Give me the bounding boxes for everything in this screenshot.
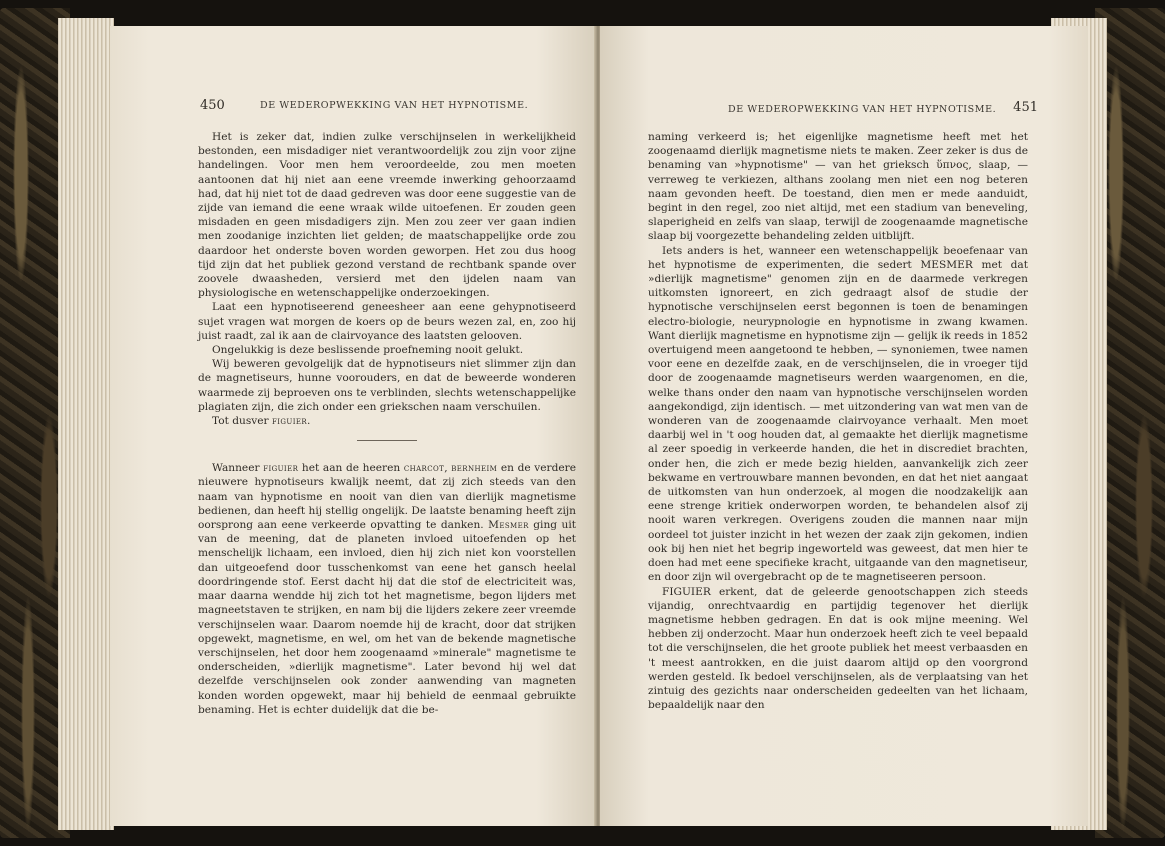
- name-charcot: charcot: [403, 462, 445, 475]
- running-head-left: DE WEDEROPWEKKING VAN HET HYPNOTISME.: [260, 100, 529, 111]
- paragraph: Ongelukkig is deze beslissende proefneming nooit gelukt.: [212, 344, 524, 357]
- signature-prefix: Tot dusver: [212, 415, 269, 428]
- paragraph: [198, 461, 576, 717]
- text-run: en de verdere nieuwere hypnotiseurs kwalijk neemt, dat zij zich steeds van den naam van hypnotisme en nooit van dien van dierlijk magnetisme bedienen, dan heeft hij stellig ongelijk. De laatste benaming heeft zijn oorsprong aan eene verkeerde opvatting te danken.: [198, 462, 576, 532]
- name-mesmer: Mesmer: [488, 519, 529, 532]
- paragraph: Wij beweren gevolgelijk dat de hypnotiseurs niet slimmer zijn dan de magnetiseurs, hunne voorouders, en dat de beweerde wonderen waarmede zij beproeven ons te verblinden, slechts wetenschappelijke plagiaten zijn, die zich onder een griekschen naam verschuilen.: [198, 358, 576, 413]
- section-divider: [357, 440, 417, 441]
- right-page: [600, 26, 1088, 826]
- signature-name: figuier.: [271, 415, 311, 428]
- page-number-left: 450: [200, 98, 225, 113]
- name-bernheim: bernheim: [451, 462, 498, 475]
- text-run: ,: [444, 462, 452, 475]
- paragraph: Iets anders is het, wanneer een wetenschappelijk beoefenaar van het hypnotisme de experimenten, die sedert MESMER met dat »dierlijk magnetisme" genomen zijn en de daarmede verkregen uitkomsten ignoreert, en zich gedraagt alsof de studie der hypnotische verschijnselen eerst begonnen is toen de benamingen electro-biologie, neurypnologie en hypnotisme in zwang kwamen. Want dierlijk magnetisme en hypnotisme zijn — gelijk ik reeds in 1852 overtuigend meen aangetoond te hebben, — synoniemen, twee namen voor eene en dezelfde zaak, en de verschijnselen, die in vroeger tijd door de zoogenaamde magnetiseurs werden waargenomen, en die, welke thans onder den naam van hypnotische verschijnselen worden aangekondigd, zijn identisch. — met uitzondering van wat men van de wonderen van de zoogenaamde clairvoyance verhaalt. Men moet daarbij wel in 't oog houden dat, al gemaakte het dierlijk magnetisme al zeer spoedig in verkeerde handen, die het in discrediet brachten, onder hen, die zich er mede bezig hielden, aanvankelijk zich zeer bekwame en vertrouwbare mannen bevonden, en dat het niet aangaat de uitkomsten van hun onderzoek, al mogen die noodzakelijk aan eene strenge kritiek onderworpen worden, te behandelen alsof zij nooit waren verkregen. Overigens zouden die mannen naar mijn oordeel tot juister inzicht in het wezen der zaak zijn gekomen, indien ook bij hen niet het begrip ingeworteld was geweest, dat men hier te doen had met eene specifieke kracht, uitgaande van den magnetiseur, en door zijn wil overgebracht op de te magnetiseeren persoon.: [648, 244, 1028, 584]
- right-page-text: [648, 130, 1028, 712]
- paragraph: FIGUIER erkent, dat de geleerde genootschappen zich steeds vijandig, onrechtvaardig en partijdig tegenover het dierlijk magnetisme hebben gedragen. En dat is ook mijne meening. Wel hebben zij onderzocht. Maar hun onderzoek heeft zich te veel bepaald tot die verschijnselen, die het groote publiek het meest verbaasden en 't meest aantrokken, en die juist daarom altijd op den voorgrond werden gesteld. Ik bedoel verschijnselen, als de verplaatsing van het zintuig des gezichts naar onderscheiden gedeelten van het lichaam, bepaaldelijk naar den: [648, 585, 1028, 712]
- text-run: ging uit van de meening, dat de planeten invloed uitoefenden op het menschelijk lichaam, een invloed, dien hij zich niet kon voorstellen dan uitgeoefend door tusschenkomst van eene het gansch heelal doordringende stof. Eerst dacht hij dat die stof de electriciteit was, maar daarna wendde hij zich tot het magnetisme, begon lijders met magneetstaven te strijken, en nam bij die lijders zekere zeer vreemde verschijnselen waar. Daarom noemde hij de kracht, door dat strijken opgewekt, magnetisme, en wel, om het van de bekende magnetische verschijnselen, het door hem zoogenaamd »minerale" magnetisme te onderscheiden, »dierlijk magnetisme". Later bevond hij wel dat dezelfde verschijnselen ook zonder aanwending van magneten konden worden opgewekt, maar hij behield de eenmaal gebruikte benaming. Het is echter duidelijk dat die be-: [198, 519, 576, 716]
- page-number-right: 451: [1013, 100, 1038, 115]
- paragraph: naming verkeerd is; het eigenlijke magnetisme heeft met het zoogenaamd dierlijk magnetisme niets te maken. Zeer zeker is dus de benaming van »hypnotisme" — van het grieksch ὕπνος, slaap, — verreweg te verkiezen, althans zoolang men niet een nog beteren naam gevonden heeft. De toestand, dien men er mede aanduidt, begint in den regel, zoo niet altijd, met een stadium van beneveling, slaperigheid en zelfs van slaap, terwijl de zoogenaamde magnetische slaap bij voorgezette behandeling zelden uitblijft.: [648, 131, 1028, 243]
- signature-line: [198, 414, 576, 428]
- paragraph: Het is zeker dat, indien zulke verschijnselen in werkelijkheid bestonden, een misdadiger niet verantwoordelijk zou zijn voor zijne handelingen. Voor men hem veroordeelde, zou men moeten aantoonen dat hij niet aan eene vreemde inwerking gehoorzaamd had, dat hij niet tot de daad gedreven was door eene suggestie van de zijde van iemand die eene wraak wilde uitoefenen. Er zouden geen misdaden en geen misdadigers zijn. Men zou zeer ver gaan indien men zoodanige inzichten liet gelden; de maatschappelijke orde zou daardoor het onderste boven worden geworpen. Het zou dus hoog tijd zijn dat het publiek gezond verstand de rechtbank spande over zoovele dwaasheden, versierd met den ijdelen naam van physiologische en wetenschappelijke onderzoekingen.: [198, 131, 576, 300]
- paragraph: Laat een hypnotiseerend geneesheer aan eene gehypnotiseerd sujet vragen wat morgen de koers op de beurs wezen zal, en, zoo hij juist raadt, zal ik aan de clairvoyance des laatsten gelooven.: [198, 301, 576, 342]
- text-run: het aan de heeren: [298, 462, 404, 475]
- running-head-right: DE WEDEROPWEKKING VAN HET HYPNOTISME.: [728, 104, 997, 115]
- text-run: Wanneer: [212, 462, 264, 475]
- left-page: [110, 26, 595, 826]
- left-page-edges: [58, 18, 114, 830]
- left-page-text: [198, 130, 576, 717]
- name-figuier: figuier: [263, 462, 299, 475]
